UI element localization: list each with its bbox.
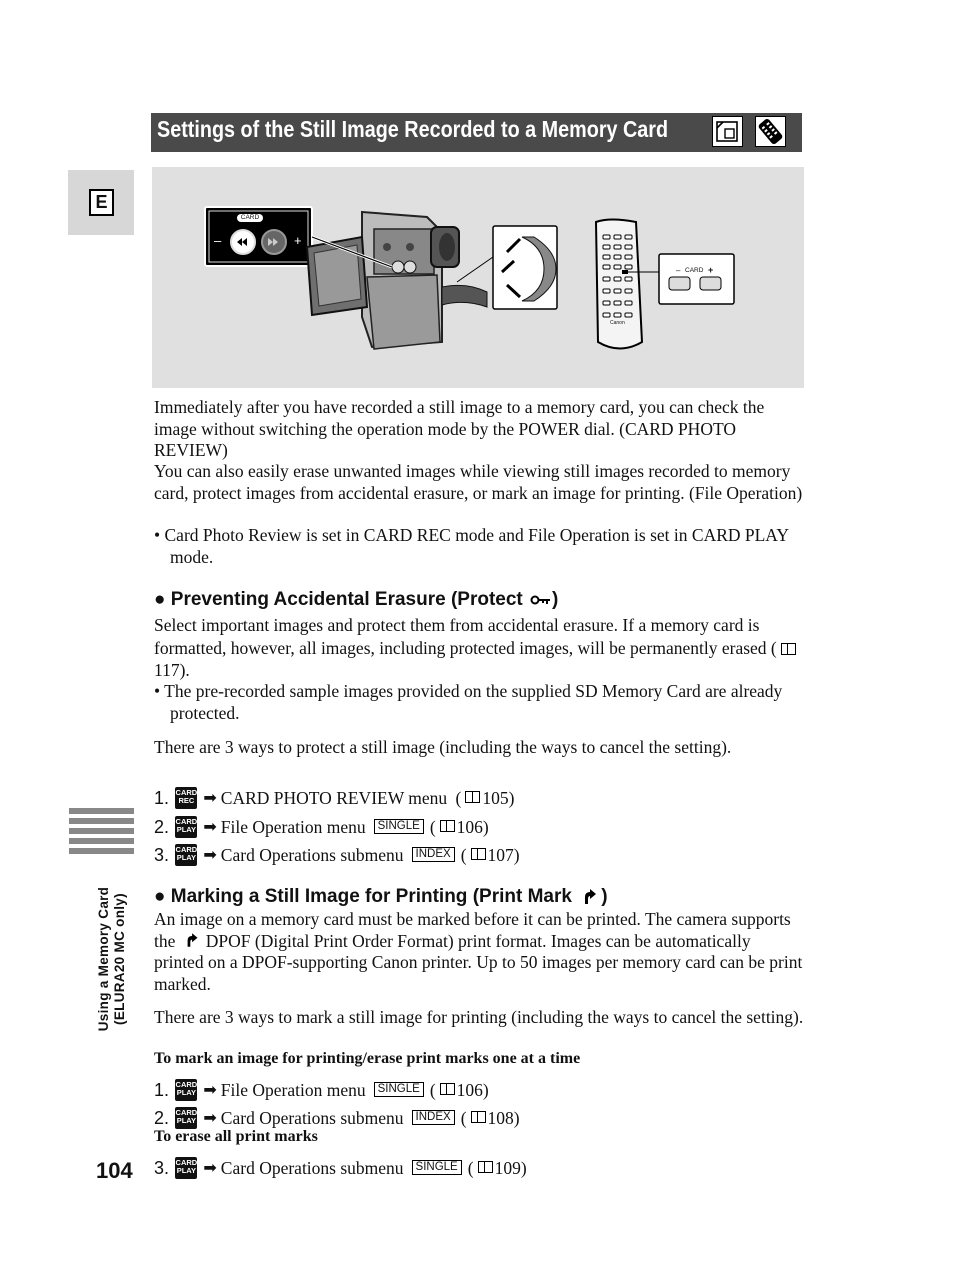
print-mark-paragraph: An image on a memory card must be marked before it can be printed. The camera supports the DPOF (Digital Print Order Format) print format. Images can be automatically printed on a DPOF-supporting Canon printer. Up to 50 images per memory card can be print marked. (154, 909, 803, 994)
heading-bullet: ● (154, 589, 166, 610)
remote-minus-sign: – (676, 266, 681, 275)
arrow-icon: ➡ (203, 1157, 217, 1177)
plus-sign: + (294, 233, 302, 248)
book-icon (781, 643, 796, 655)
chapter-label-line2: (ELURA20 MC only) (112, 893, 127, 1025)
card-button-label: CARD (240, 214, 260, 221)
card-play-mode-icon: CARD PLAY (175, 816, 197, 838)
chapter-side-label (96, 869, 136, 1049)
protect-key-icon (530, 594, 552, 606)
page-number: 104 (96, 1158, 133, 1183)
print-mark-heading-close: ) (601, 886, 608, 907)
index-tag: INDEX (412, 847, 455, 862)
print-step: 1. CARD PLAY ➡ File Operation menu SINGLE ( 106) (154, 1079, 489, 1100)
book-icon (471, 1111, 486, 1123)
index-tag: INDEX (412, 1110, 455, 1125)
side-stripe (69, 808, 134, 814)
protect-ways: There are 3 ways to protect a still image (including the ways to cancel the setting). (154, 737, 732, 757)
heading-bullet: ● (154, 886, 166, 907)
subheading-erase-all: To erase all print marks (154, 1128, 318, 1145)
book-icon (478, 1161, 493, 1173)
print-step: 3. CARD PLAY ➡ Card Operations submenu SINGLE ( 109) (154, 1157, 527, 1178)
protect-heading (154, 589, 558, 611)
book-icon (471, 848, 486, 860)
side-stripe (69, 848, 134, 854)
intro-bullet: • Card Photo Review is set in CARD REC mode and File Operation is set in CARD PLAY mode. (154, 525, 789, 567)
book-icon (465, 791, 480, 803)
remote-card-label: CARD (685, 267, 704, 274)
language-tab (68, 170, 134, 235)
arrow-icon: ➡ (203, 1107, 217, 1127)
single-tag: SINGLE (374, 1082, 424, 1097)
single-tag: SINGLE (374, 819, 424, 834)
page-title: Settings of the Still Image Recorded to a Memory Card (157, 116, 669, 142)
single-tag: SINGLE (412, 1160, 462, 1175)
card-play-mode-icon: CARD PLAY (175, 1157, 197, 1179)
arrow-icon: ➡ (203, 1079, 217, 1099)
book-icon (440, 1083, 455, 1095)
remote-brand: Canon (610, 320, 625, 326)
language-letter: E (89, 189, 114, 216)
dpof-icon (184, 933, 202, 948)
arrow-icon: ➡ (203, 816, 217, 836)
book-icon (440, 820, 455, 832)
side-stripe (69, 828, 134, 834)
protect-heading-text: Preventing Accidental Erasure (Protect (170, 589, 523, 610)
remote-plus-sign: + (708, 265, 714, 275)
protect-heading-close: ) (552, 589, 559, 610)
protect-step: 1. CARD REC ➡ CARD PHOTO REVIEW menu ( 105) (154, 787, 515, 808)
print-mark-heading (154, 886, 608, 908)
camcorder-illustration (152, 167, 804, 388)
card-play-mode-icon: CARD PLAY (175, 1107, 197, 1129)
remote-control-icon (755, 116, 786, 147)
arrow-icon: ➡ (203, 787, 217, 807)
protect-step: 3. CARD PLAY ➡ Card Operations submenu INDEX ( 107) (154, 844, 520, 865)
chapter-label-line1: Using a Memory Card (96, 886, 111, 1032)
illustration-panel (152, 167, 804, 388)
protect-step: 2. CARD PLAY ➡ File Operation menu SINGLE ( 106) (154, 816, 489, 837)
protect-bullet: • The pre-recorded sample images provided on the supplied SD Memory Card are already protected. (154, 681, 783, 723)
print-mark-heading-text: Marking a Still Image for Printing (Print Mark (170, 886, 572, 907)
intro-paragraph-1: Immediately after you have recorded a still image to a memory card, you can check the image without switching the operation mode by the POWER dial. (CARD PHOTO REVIEW) (154, 397, 765, 460)
intro-paragraph-2: You can also easily erase unwanted images while viewing still images recorded to memory card, protect images from accidental erasure, or mark an image for printing. (File Operation) (154, 461, 803, 503)
subheading-one-at-a-time: To mark an image for printing/erase print marks one at a time (154, 1050, 581, 1067)
side-stripe (69, 838, 134, 844)
print-mark-ways: There are 3 ways to mark a still image for printing (including the ways to cancel the setting). (154, 1007, 804, 1027)
card-camera-mode-icon (712, 116, 743, 147)
protect-paragraph: Select important images and protect them from accidental erasure. If a memory card is formatted, however, all images, including protected images, will be permanently erased (117). (154, 614, 804, 682)
card-play-mode-icon: CARD PLAY (175, 844, 197, 866)
print-mark-icon (581, 889, 601, 905)
arrow-icon: ➡ (203, 844, 217, 864)
side-stripe (69, 818, 134, 824)
minus-sign: – (214, 233, 222, 248)
section-title-bar (151, 113, 802, 152)
card-rec-mode-icon: CARD REC (175, 787, 197, 809)
print-step: 2. CARD PLAY ➡ Card Operations submenu INDEX ( 108) (154, 1107, 520, 1128)
card-play-mode-icon: CARD PLAY (175, 1079, 197, 1101)
